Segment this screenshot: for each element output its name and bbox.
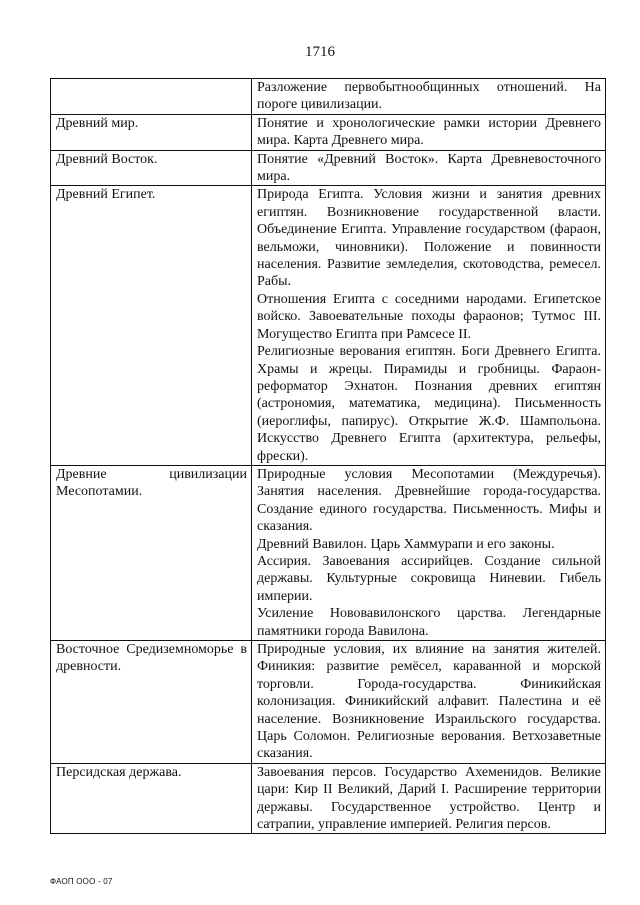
table-row [51, 763, 606, 834]
content-cell [252, 465, 606, 640]
table-body [51, 79, 606, 834]
topic-cell [51, 641, 252, 764]
content-paragraph: Религиозные верования египтян. Боги Древнего Египта. Храмы и жрецы. Пирамиды и гробницы. Фараон-реформатор Эхнатон. Познания древних египтян (астрономия, математика, медицина). Письменность (иероглифы, папирус). Открытие Ж.Ф. Шампольона. Искусство Древнего Египта (архитектура, рельефы, фрески). [257, 344, 601, 464]
topic-title: Древний Восток. [56, 151, 158, 167]
content-paragraph: Природные условия, их влияние на занятия жителей. Финикия: развитие ремёсел, караванной и морской торговли. Города-государства. Финикийская колонизация. Финикийский алфавит. Палестина и её население. Возникновение Израильского государства. Царь Соломон. Религиозные верования. Ветхозаветные сказания. [257, 642, 601, 762]
topic-cell [51, 150, 252, 186]
content-paragraph: Завоевания персов. Государство Ахеменидов. Великие цари: Кир II Великий, Дарий I. Расширение территории державы. Государственное устройство. Центр и сатрапии, управление империей. Религия персов. [257, 764, 601, 833]
table-row [51, 79, 606, 115]
table-row [51, 186, 606, 466]
content-cell [252, 186, 606, 466]
content-paragraph: Ассирия. Завоевания ассирийцев. Создание сильной державы. Культурные сокровища Ниневии. Гибель империи. [257, 553, 601, 604]
content-paragraph: Разложение первобытнообщинных отношений. На пороге цивилизации. [257, 80, 601, 113]
content-cell [252, 114, 606, 150]
table-row [51, 465, 606, 640]
topic-title: Восточное Средиземноморье в древности. [56, 642, 247, 675]
topic-cell [51, 763, 252, 834]
topic-cell [51, 186, 252, 466]
content-cell [252, 79, 606, 115]
content-paragraph: Природа Египта. Условия жизни и занятия древних египтян. Возникновение государственной власти. Объединение Египта. Управление государством (фараон, вельможи, чиновники). Положение и повинности населения. Развитие земледелия, скотоводства, ремесел. Рабы. [257, 187, 601, 290]
content-paragraph: Отношения Египта с соседними народами. Египетское войско. Завоевательные походы фараонов; Тутмос III. Могущество Египта при Рамсесе II. [257, 291, 601, 342]
page-number: 1716 [305, 44, 335, 60]
table-row [51, 150, 606, 186]
topic-title: Древний Египет. [56, 187, 156, 203]
topic-cell [51, 465, 252, 640]
topic-title: Персидская держава. [56, 764, 182, 780]
content-cell [252, 763, 606, 834]
table-row [51, 114, 606, 150]
footer-code: ФАОП ООО - 07 [50, 877, 113, 886]
topic-cell [51, 79, 252, 115]
content-cell [252, 150, 606, 186]
content-paragraph: Природные условия Месопотамии (Междуречья). Занятия населения. Древнейшие города-государства. Создание единого государства. Письменность. Мифы и сказания. [257, 466, 601, 535]
content-paragraph: Усиление Нововавилонского царства. Легендарные памятники города Вавилона. [257, 606, 601, 639]
content-paragraph: Понятие «Древний Восток». Карта Древневосточного мира. [257, 151, 601, 185]
topic-cell [51, 114, 252, 150]
topic-title: Древние цивилизации Месопотамии. [56, 466, 247, 500]
curriculum-table [50, 78, 606, 834]
content-paragraph: Понятие и хронологические рамки истории Древнего мира. Карта Древнего мира. [257, 115, 601, 149]
topic-title: Древний мир. [56, 115, 139, 131]
table-row [51, 641, 606, 764]
content-paragraph: Древний Вавилон. Царь Хаммурапи и его законы. [257, 536, 555, 552]
content-cell [252, 641, 606, 764]
